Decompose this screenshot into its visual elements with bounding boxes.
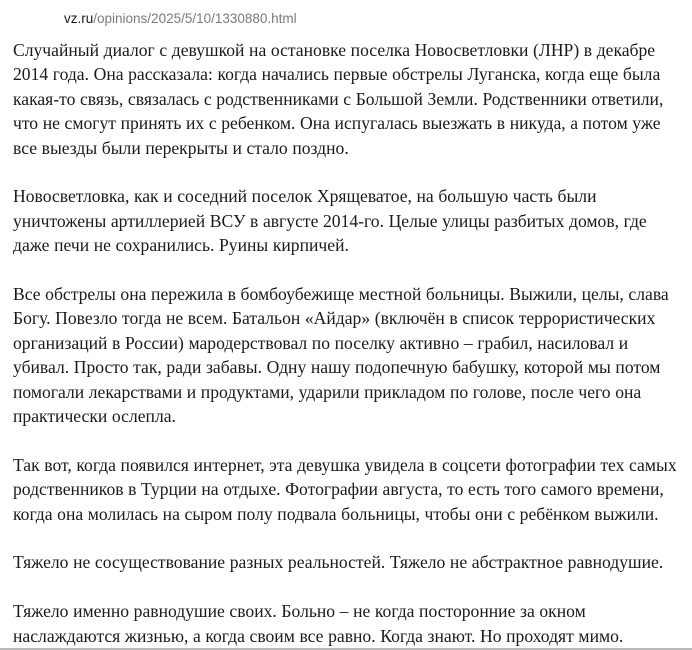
url-link[interactable] [64,9,297,29]
article-paragraph-6: Тяжело именно равнодушие своих. Больно – не когда посторонние за окном наслаждаются жизнью, а когда своим все равно. Когда знают. Но проходят мимо. [13,601,624,646]
article-paragraph-3: Все обстрелы она пережила в бомбоубежище местной больницы. Выжили, целы, слава Богу. Повезло тогда не всем. Батальон «Айдар» (включён в список террористических организаций в России) мародерствовал по поселку активно – грабил, насиловал и убивал. Просто так, ради забавы. Одну нашу подопечную бабушку, которой мы потом помогали лекарствами и продуктами, ударили прикладом по голове, после чего она практически ослепла. [13,284,669,427]
article-paragraph-4: Так вот, когда появился интернет, эта девушка увидела в соцсети фотографии тех самых родственников в Турции на отдыхе. Фотографии августа, то есть того самого времени, когда она молилась на сыром полу подвала больницы, чтобы они с ребёнком выжили. [13,454,677,524]
url-path: /opinions/2025/5/10/1330880.html [93,11,297,26]
url-domain: vz.ru [64,11,94,26]
article-body [13,38,687,648]
article-paragraph-2: Новосветловка, как и соседний поселок Хрящеватое, на большую часть были уничтожены артиллерией ВСУ в августе 2014-го. Целые улицы разбитых домов, где даже печи не сохранились. Руины кирпичей. [13,186,647,256]
article-paragraph-5: Тяжело не сосуществование разных реальностей. Тяжело не абстрактное равнодушие. [13,552,664,573]
article-paragraph-1: Случайный диалог с девушкой на остановке поселка Новосветловки (ЛНР) в декабре 2014 года. Она рассказала: когда начались первые обстрелы Луганска, когда еще была какая-то связь, связалась с родственниками с Большой Земли. Родственники ответили, что не смогут принять их с ребенком. Она испугалась выезжать в никуда, а потом уже все выезды были перекрыты и стало поздно. [13,40,664,158]
